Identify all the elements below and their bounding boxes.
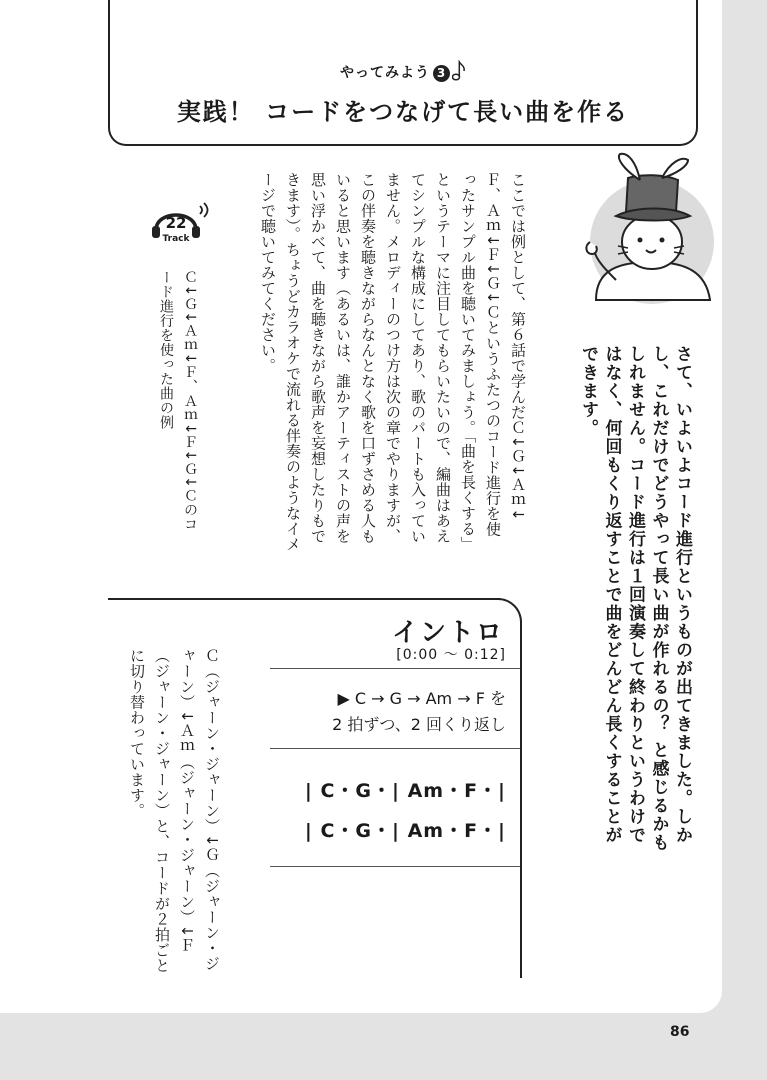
panel-heading: イントロ: [391, 618, 504, 648]
track-caption: Ｃ↓Ｇ↓Ａｍ↓Ｆ、Ａｍ↓Ｆ↓Ｇ↓Ｃのコード進行を使った曲の例: [158, 270, 198, 532]
try-label-text: やってみよう: [340, 65, 430, 81]
panel-divider: [270, 748, 520, 749]
music-note-icon: [452, 60, 466, 86]
try-number-badge: 3: [433, 65, 450, 82]
chord-bars-1: | C・G・| Am・F・|: [304, 780, 506, 802]
panel-divider: [270, 866, 520, 867]
page-number: 86: [670, 1024, 690, 1040]
track-number: 22: [165, 214, 187, 232]
page-title: 実践！ コードをつなげて長い曲を作る: [176, 98, 630, 126]
rabbit-illustration: [556, 150, 720, 310]
body-paragraph: ここでは例として、第６話で学んだＣ↓Ｇ↓Ａｍ↓Ｆ、Ａｍ↓Ｆ↓Ｇ↓Ｃというふたつのコード進行を使ったサンプル曲を聴いてみましょう。「曲を長くする」というテーマに注目してもらいたいので、編曲はあえてシンプルな構成にしてあり、歌のパートも入っていません。メロディーのつけ方は次の章でやりますが、この伴奏を聴きながらなんとなく歌を口ずさめる人もいると思います（あるいは、誰かアーティストの声を思い浮かべて、曲を聴きながら歌声を妄想したりもできます）。ちょうどカラオケで流れる伴奏のようなイメージで聴いてみてください。: [259, 172, 527, 552]
panel-time-range: [0:00 〜 0:12]: [396, 647, 506, 663]
panel-instruction-1: ▶ C → G → Am → F を: [337, 689, 506, 708]
explanation-paragraph: Ｃ（ジャーン・ジャーン）↓Ｇ（ジャーン・ジャーン）↓Ａｍ（ジャーン・ジャーン）↓Ｆ（ジャーン・ジャーン）と、コードが２拍ごとに切り替わっています。: [128, 648, 221, 974]
chord-bars-2: | C・G・| Am・F・|: [304, 820, 506, 842]
try-label: [110, 60, 696, 86]
intro-panel: [270, 598, 522, 978]
panel-instruction-2: 2 拍ずつ、2 回くり返し: [332, 715, 506, 734]
page-edge-tab: [722, 84, 767, 1016]
track-label: Track: [162, 234, 190, 244]
track-badge[interactable]: [148, 200, 212, 250]
page-corner: [700, 0, 722, 84]
intro-paragraph: さて、いよいよコード進行というものが出てきました。しかし、これだけでどうやって長い曲が作れるの？ と感じるかもしれません。コード進行は１回演奏して終わりというわけではなく、何回もくり返すことで曲をどんどん長くすることができます。: [578, 345, 692, 852]
title-box: [108, 0, 698, 146]
panel-divider: [270, 668, 520, 669]
